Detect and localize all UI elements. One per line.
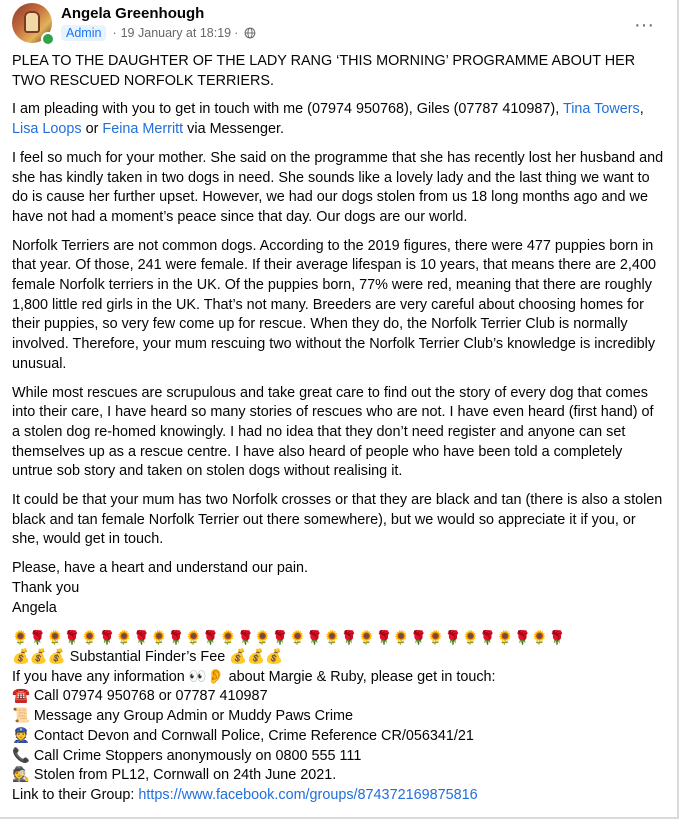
admin-badge: Admin	[61, 25, 106, 41]
flower-emoji-row: 🌻🌹🌻🌹🌻🌹🌻🌹🌻🌹🌻🌹🌻🌹🌻🌹🌻🌹🌻🌹🌻🌹🌻🌹🌻🌹🌻🌹🌻🌹🌻🌹	[12, 630, 566, 646]
information-line: If you have any information 👀👂 about Margie & Ruby, please get in touch:	[12, 668, 496, 685]
mention-link-feina[interactable]: Feina Merritt	[102, 121, 184, 138]
post-paragraph-appeal	[12, 628, 664, 805]
stolen-location-line: 🕵️ Stolen from PL12, Cornwall on 24th June 2021.	[12, 767, 337, 784]
mention-link-lisa[interactable]: Lisa Loops	[12, 121, 82, 138]
meta-separator: ·	[112, 26, 117, 40]
mention-or: or	[85, 121, 99, 138]
post-paragraph-crosses: It could be that your mum has two Norfolk crosses or that they are black and tan (there is also a stolen black and tan female Norfolk Terrier out there somewhere), but we would so appreciate it if you, or she, would get in touch.	[12, 492, 663, 548]
post-timestamp[interactable]: 19 January at 18:19	[120, 26, 232, 40]
online-status-dot	[41, 32, 55, 46]
group-link-line	[12, 786, 664, 806]
post-header	[12, 3, 662, 45]
post-paragraph-plea: PLEA TO THE DAUGHTER OF THE LADY RANG ‘THIS MORNING’ PROGRAMME ABOUT HER TWO RESCUED NORFOLK TERRIERS.	[12, 53, 636, 89]
group-link-label: Link to their Group:	[12, 786, 135, 803]
mention-separator: ,	[639, 101, 644, 118]
more-horizontal-icon: ···	[634, 14, 654, 36]
call-line: ☎️ Call 07974 950768 or 07787 410987	[12, 688, 268, 705]
crime-stoppers-line: 📞 Call Crime Stoppers anonymously on 0800 555 111	[12, 747, 362, 764]
author-name[interactable]: Angela Greenhough	[61, 5, 205, 22]
finder-fee-line: 💰💰💰 Substantial Finder’s Fee 💰💰💰	[12, 648, 283, 665]
contact-end: via Messenger.	[187, 121, 284, 138]
message-line: 📜 Message any Group Admin or Muddy Paws Crime	[12, 708, 354, 725]
more-options-button[interactable]	[628, 9, 660, 41]
post-paragraph-rescues: While most rescues are scrupulous and take great care to find out the story of every dog that comes into their care, I have heard so many stories of rescues who are not. I have even heard (first hand) of a stolen dog re-homed knowingly. I had no idea that they don’t need register and anyone can set themselves up as a rescue centre. I have also heard of people who have been told a completely untrue sob story and taken on stolen dogs without realising it.	[12, 384, 654, 480]
post-paragraph-contact	[12, 100, 664, 139]
mention-link-tina[interactable]: Tina Towers	[562, 101, 640, 118]
post-paragraph-statistics: Norfolk Terriers are not common dogs. According to the 2019 figures, there were 477 puppies born in that year. Of those, 241 were female. If their average lifespan is 10 years, that means there are 2,400 female Norfolk terriers in the UK. Of the puppies born, 77% were red, meaning that there are roughly 1,800 little red girls in the UK. That’s not many. Breeders are very careful about choosing homes for their puppies, so very few come up for rescue. When they do, the Norfolk Terrier Club is normally involved. Therefore, your mum rescuing two without the Norfolk Terrier Club’s knowledge is incredibly unusual.	[12, 237, 656, 372]
post-paragraph-signoff	[12, 559, 664, 618]
post-paragraph-mother: I feel so much for your mother. She said on the programme that she has recently lost her husband and she has kindly taken in two dogs in need. She sounds like a lovely lady and the last thing we want to do is cause her further upset. However, we had our dogs stolen from us 18 long months ago and we have not had a moment’s peace since that day. Our dogs are our world.	[12, 149, 664, 225]
meta-separator-2: ·	[234, 26, 239, 40]
contact-text: I am pleading with you to get in touch with me (07974 950768), Giles (07787 410987),	[12, 101, 560, 118]
globe-icon[interactable]	[244, 27, 256, 39]
police-line: 👮 Contact Devon and Cornwall Police, Crime Reference CR/056341/21	[12, 727, 474, 744]
signoff-line-2: Thank you	[12, 579, 80, 596]
signoff-line-3: Angela	[12, 599, 57, 616]
post-meta	[61, 25, 256, 41]
avatar-image	[24, 11, 40, 33]
signoff-line-1: Please, have a heart and understand our pain.	[12, 560, 309, 577]
post-body	[12, 52, 664, 815]
group-link[interactable]: https://www.facebook.com/groups/874372169875816	[138, 786, 478, 803]
